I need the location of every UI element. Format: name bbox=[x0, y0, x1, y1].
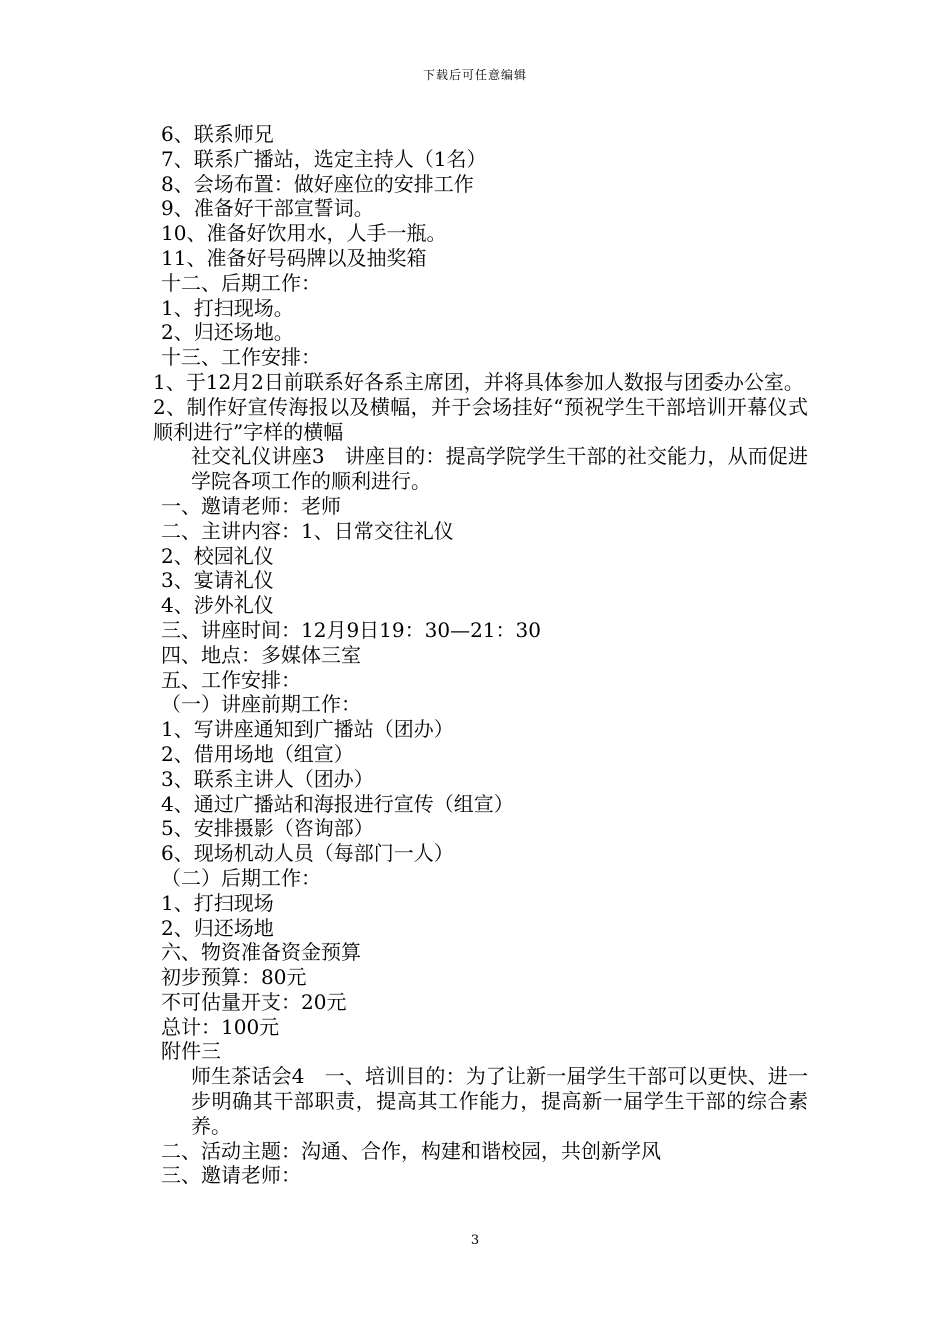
section-heading: 一、邀请老师：老师 bbox=[161, 493, 341, 518]
list-item: 1、打扫现场。 bbox=[161, 295, 294, 320]
list-item: 11、准备好号码牌以及抽奖箱 bbox=[161, 245, 427, 270]
list-item: 2、借用场地（组宣） bbox=[161, 741, 354, 766]
section-heading: 十三、工作安排： bbox=[161, 345, 321, 370]
list-item: 9、准备好干部宣誓词。 bbox=[161, 196, 374, 221]
section-heading: 三、讲座时间：12月9日19：30—21：30 bbox=[161, 617, 541, 642]
list-item: 8、会场布置：做好座位的安排工作 bbox=[161, 171, 474, 196]
list-item: 2、归还场地。 bbox=[161, 320, 294, 345]
sub-heading: （二）后期工作： bbox=[161, 865, 321, 890]
section-heading: 六、物资准备资金预算 bbox=[161, 940, 361, 965]
section-heading: 五、工作安排： bbox=[161, 667, 301, 692]
page-header: 下载后可任意编辑 bbox=[422, 68, 527, 82]
paragraph: 1、于12月2日前联系好各系主席团，并将具体参加人数报与团委办公室。 bbox=[153, 369, 804, 394]
list-item: 4、通过广播站和海报进行宣传（组宣） bbox=[161, 791, 514, 816]
document-body bbox=[143, 122, 808, 1188]
list-item: 6、现场机动人员（每部门一人） bbox=[161, 841, 454, 866]
list-item: 1、打扫现场 bbox=[161, 890, 274, 915]
budget-total: 总计：100元 bbox=[161, 1014, 280, 1039]
list-item: 4、涉外礼仪 bbox=[161, 593, 274, 618]
section-heading: 二、主讲内容：1、日常交往礼仪 bbox=[161, 518, 454, 543]
list-item: 2、归还场地 bbox=[161, 915, 274, 940]
list-item: 10、准备好饮用水，人手一瓶。 bbox=[161, 221, 447, 246]
attachment-title: 附件三 bbox=[161, 1039, 221, 1064]
list-item: 3、联系主讲人（团办） bbox=[161, 766, 374, 791]
section-heading: 十二、后期工作： bbox=[161, 270, 321, 295]
paragraph: 社交礼仪讲座3 讲座目的：提高学院学生干部的社交能力，从而促进学院各项工作的顺利进行。 bbox=[191, 444, 808, 494]
list-item: 3、宴请礼仪 bbox=[161, 568, 274, 593]
paragraph: 师生茶话会4 一、培训目的：为了让新一届学生干部可以更快、进一步明确其干部职责，提高其工作能力，提高新一届学生干部的综合素养。 bbox=[191, 1064, 808, 1138]
list-item: 1、写讲座通知到广播站（团办） bbox=[161, 717, 454, 742]
paragraph: 2、制作好宣传海报以及横幅，并于会场挂好“预祝学生干部培训开幕仪式顺利进行”字样的横幅 bbox=[153, 394, 808, 444]
section-heading: 二、活动主题：沟通、合作，构建和谐校园，共创新学风 bbox=[161, 1138, 661, 1163]
list-item: 5、安排摄影（咨询部） bbox=[161, 816, 374, 841]
section-heading: 四、地点：多媒体三室 bbox=[161, 642, 361, 667]
list-item: 2、校园礼仪 bbox=[161, 543, 274, 568]
budget-item: 不可估量开支：20元 bbox=[161, 989, 347, 1014]
list-item: 6、联系师兄 bbox=[161, 122, 274, 146]
section-heading: 三、邀请老师： bbox=[161, 1163, 301, 1188]
budget-item: 初步预算：80元 bbox=[161, 965, 307, 990]
page-number: 3 bbox=[470, 1233, 480, 1248]
list-item: 7、联系广播站，选定主持人（1名） bbox=[161, 146, 487, 171]
sub-heading: （一）讲座前期工作： bbox=[161, 692, 361, 717]
